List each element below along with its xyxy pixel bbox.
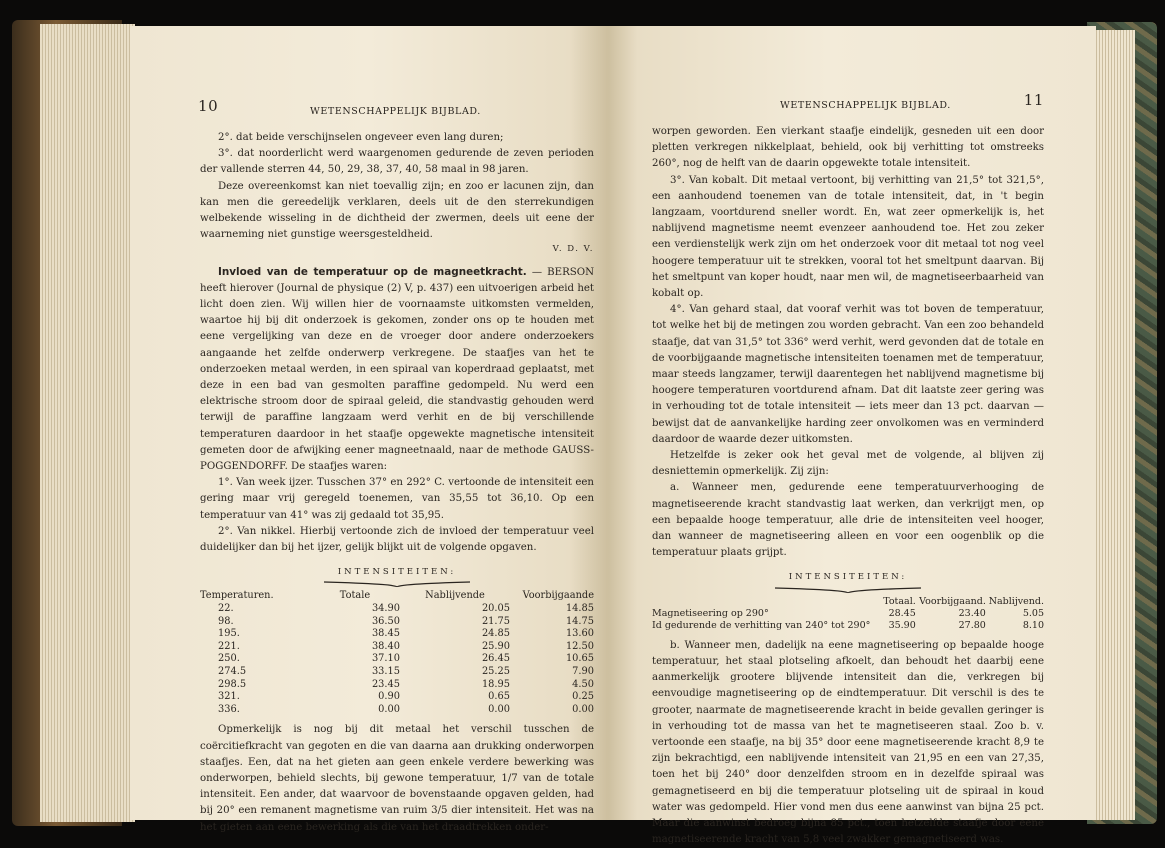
cell-totaal: 28.45 — [888, 607, 916, 619]
cell-total: 0.00 — [378, 703, 400, 715]
right-page — [608, 26, 1096, 846]
list-item-2: 2°. dat beide verschijnselen ongeveer even lang duren; — [218, 132, 504, 143]
section-paragraph — [200, 264, 594, 476]
table-row — [200, 603, 594, 616]
cell-transient: 14.75 — [565, 615, 594, 627]
cell-remanent: 21.75 — [481, 615, 510, 627]
cell-transient: 13.60 — [565, 628, 594, 640]
cell-remanent: 26.45 — [481, 653, 510, 665]
cell-total: 34.90 — [371, 603, 400, 615]
cell-label: Id gedurende de verhitting van 240° tot 290° — [652, 619, 871, 631]
cell-temperature: 221. — [218, 640, 240, 652]
cell-total: 0.90 — [378, 691, 400, 703]
item-nickel: 2°. Van nikkel. Hierbij vertoonde zich de invloed der temperatuur veel duidelijker dan bij het ijzer, gelijk blijkt uit de volgende opgaven. — [200, 525, 594, 554]
item-a: a. Wanneer men, gedurende eene temperatuurverhooging de magnetiseerende kracht standvastig laat werken, dan verkrijgt men, op een bepaalde hooge temperatuur, alle drie de intensiteiten veel hooger, dan wanneer de magnetiseering alleen en voor een oogenblik op die temperatuur plaats grijpt. — [652, 482, 1044, 559]
header-blank — [652, 596, 882, 608]
table-row — [200, 666, 594, 679]
cell-voorbijgaand: 23.40 — [958, 607, 986, 619]
list-item-3: 3°. dat noorderlicht werd waargenomen gedurende de zeven perioden der vallende sterren 44, 50, 29, 38, 37, 40, 58 maal in 98 jaren. — [200, 148, 594, 176]
item-b: b. Wanneer men, dadelijk na eene magnetiseering op bepaalde hooge temperatuur, het staal plotseling afkoelt, dan behoudt het daarbij eene aanmerkelijk grootere blijvende intensiteit dan die, verkregen bij eenvoudige magnetiseering op de eindtemperatuur. Dit verschil is des te grooter, naarmate de magnetiseerende kracht in beide gevallen geringer is in verhouding tot de massa van het te magnetiseeren staal. Zoo b. v. vertoonde een staafje, na bij 35° door eene magnetiseerende kracht 8,9 te zijn bekrachtigd, een nablijvende intensiteit van 21,95 en een van 27,35, toen het bij 240° door denzelfden stroom en in dezelfde spiraal was gemagnetiseerd en bij die temperatuur plotseling uit de spiraal in koud water was gedompeld. Hier vond men dus eene aanwinst van bijna 25 pct. Maar die aanwinst bedroeg bijna 85 pct., toen hetzelfde staafje door eene magnetiseerende kracht van 5,8 veel zwakker gemagnetiseerd was. — [652, 639, 1044, 846]
header-voorbijgaand: Voorbijgaand. — [919, 595, 986, 607]
cell-temperature: 336. — [218, 703, 240, 715]
para-same: Hetzelfde is zeker ook het geval met de volgende, al blijven zij desniettemin opmerkelijk. Zij zijn: — [652, 450, 1044, 478]
cell-temperature: 98. — [218, 615, 234, 627]
cell-voorbijgaand: 27.80 — [958, 619, 986, 631]
item-steel: 4°. Van gehard staal, dat vooraf verhit was tot boven de temperatuur, tot welke het bij de metingen zou worden gebracht. Van een zoo behandeld staafje, dat van 31,5° tot 336° werd verhit, werd gevonden dat de totale en de voorbijgaande magnetische intensiteiten toenamen met de temperatuur, maar steeds langzamer, terwijl daarentegen het nablijvend magnetisme bij hoogere temperaturen voortdurend afnam. Dat dit laatste zeer gering was in verhouding tot de totale intensiteit — iets meer dan 13 pct. daarvan — bewijst dat de aanvankelijke harding zeer onvolkomen was en verminderd daardoor de waarde dezer uitkomsten. — [652, 304, 1044, 445]
cell-transient: 12.50 — [565, 640, 594, 652]
section-title: Invloed van de temperatuur op de magneetkracht. — [218, 265, 527, 278]
cell-transient: 4.50 — [572, 678, 594, 690]
cell-transient: 14.85 — [565, 603, 594, 615]
cell-label: Magnetiseering op 290° — [652, 607, 769, 619]
para-after-table: Opmerkelijk is nog bij dit metaal het verschil tusschen de coërcitiefkracht van gegoten en die van daarna aan drukking onderworpen staafjes. Een, dat na het gieten aan geen enkele verdere bewerking was onderworpen, behield slechts, bij gewone temperatuur, 1/7 van de totale intensiteit. Een ander, dat waarvoor de bovenstaande opgaven gelden, had bij 20° een remanent magnetisme van ruim 3/5 dier intensiteit. Het was na het gieten aan eene bewerking als die van het draadtrekken onder- — [200, 724, 594, 833]
para-continue: worpen geworden. Een vierkant staafje eindelijk, gesneden uit een door pletten verkregen nikkelplaat, behield, ook bij verhitting tot omstreeks 260°, nog de helft van de daarin opgewekte totale intensiteit. — [652, 126, 1044, 170]
left-page — [130, 26, 608, 833]
cell-total: 37.10 — [371, 653, 400, 665]
cell-total: 23.45 — [371, 678, 400, 690]
cell-transient: 10.65 — [565, 653, 594, 665]
header-total: Totale — [339, 590, 371, 602]
table-row — [200, 628, 594, 641]
left-running-head — [198, 97, 594, 124]
left-running-title: WETENSCHAPPELIJK BIJBLAD. — [310, 106, 481, 117]
right-page-number: 11 — [1023, 91, 1044, 109]
cell-transient: 7.90 — [572, 666, 594, 678]
author-signature: V. D. V. — [552, 244, 594, 255]
header-nablijvend: Nablijvend. — [988, 595, 1044, 607]
page-edges-left — [40, 24, 135, 822]
header-transient: Voorbijgaande — [522, 590, 594, 602]
cell-totaal: 35.90 — [888, 619, 916, 631]
right-running-title: WETENSCHAPPELIJK BIJBLAD. — [780, 100, 951, 111]
table-row — [200, 616, 594, 629]
item-iron: 1°. Van week ijzer. Tusschen 37° en 292° C. vertoonde de intensiteit een gering maar vrij geregeld toenemen, van 35,55 tot 36,10. Op een temperatuur van 41° was zij gedaald tot 35,95. — [200, 477, 594, 521]
cell-remanent: 24.85 — [481, 628, 510, 640]
header-temperatures: Temperaturen. — [200, 590, 274, 602]
table-row — [652, 608, 1044, 620]
cell-nablijvend: 5.05 — [1022, 607, 1044, 619]
cell-temperature: 274.5 — [218, 666, 247, 678]
table-row — [200, 704, 594, 717]
cell-temperature: 298.5 — [218, 678, 247, 690]
cell-nablijvend: 8.10 — [1022, 619, 1044, 631]
cell-temperature: 250. — [218, 653, 240, 665]
table-header-row — [652, 596, 1044, 608]
cell-remanent: 25.90 — [481, 640, 510, 652]
steel-table-title: INTENSITEITEN: — [788, 572, 908, 583]
cell-remanent: 0.00 — [488, 703, 510, 715]
table-row — [200, 653, 594, 666]
table-header-row — [200, 590, 594, 603]
cell-total: 38.45 — [371, 628, 400, 640]
nickel-table — [200, 590, 594, 716]
table-brace-decoration-right — [773, 586, 923, 594]
cell-temperature: 321. — [218, 691, 240, 703]
cell-temperature: 195. — [218, 628, 240, 640]
left-page-number: 10 — [198, 97, 219, 115]
item-cobalt: 3°. Van kobalt. Dit metaal vertoont, bij verhitting van 21,5° tot 321,5°, een aanhoudend toenemen van de totale intensiteit, dat, in 't begin langzaam, voortdurend sneller wordt. En, wat zeer opmerkelijk is, het nablijvend magnetisme neemt evenzeer aanhoudend toe. Het zou zeker een verdienstelijk werk zijn om het onderzoek voor dit metaal tot nog veel hoogere temperatuur uit te strekken, vooral tot het smeltpunt daarvan. Bij het smeltpunt van koper houdt, naar men wil, de magnetiseerbaarheid van kobalt op. — [652, 174, 1044, 300]
cell-total: 33.15 — [371, 666, 400, 678]
conclusion-paragraph: Deze overeenkomst kan niet toevallig zijn; en zoo er lacunen zijn, dan kan men die gereedelijk verklaren, deels uit de den sterrekundigen welbekende wisseling in de dichtheid der zwermen, deels uit eene der waarneming niet gunstige weersgesteldheid. — [200, 180, 594, 241]
right-running-head — [652, 91, 1044, 118]
cell-temperature: 22. — [218, 603, 234, 615]
table-row — [200, 679, 594, 692]
cell-total: 38.40 — [371, 640, 400, 652]
steel-table — [652, 596, 1044, 632]
table-brace-decoration — [322, 580, 472, 588]
nickel-table-title: INTENSITEITEN: — [337, 567, 457, 578]
header-totaal: Totaal. — [883, 595, 916, 607]
section-intro: — BERSON heeft hierover (Journal de physique (2) V, p. 437) een uitvoerigen arbeid het licht doen zien. Wij willen hier de voornaamste uitkomsten vermelden, waartoe hij bij dit onderzoek is gekomen, zonder ons op te houden met eene vergelijking van deze en de vroeger door andere onderzoekers aangaande het zelfde onderwerp verkregene. De staafjes van het te onderzoeken metaal werden, in een spiraal van koperdraad geplaatst, met deze in een bad van gesmolten paraffine gedompeld. Nu werd een elektrische stroom door de spiraal geleid, die standvastig gehouden werd terwijl de paraffine langzaam werd verhit en de bij verschillende temperaturen daardoor in het staafje opgewekte magnetische intensiteit gemeten door de afwijking eener magneetnaald, naar de methode GAUSS-POGGENDORFF. De staafjes waren: — [200, 266, 594, 473]
header-remanent: Nablijvende — [425, 590, 485, 602]
cell-total: 36.50 — [371, 615, 400, 627]
cell-remanent: 20.05 — [481, 603, 510, 615]
cell-transient: 0.00 — [572, 703, 594, 715]
cell-transient: 0.25 — [572, 691, 594, 703]
table-row — [652, 620, 1044, 632]
table-row — [200, 691, 594, 704]
cell-remanent: 0.65 — [488, 691, 510, 703]
table-row — [200, 641, 594, 654]
cell-remanent: 18.95 — [481, 678, 510, 690]
cell-remanent: 25.25 — [481, 666, 510, 678]
